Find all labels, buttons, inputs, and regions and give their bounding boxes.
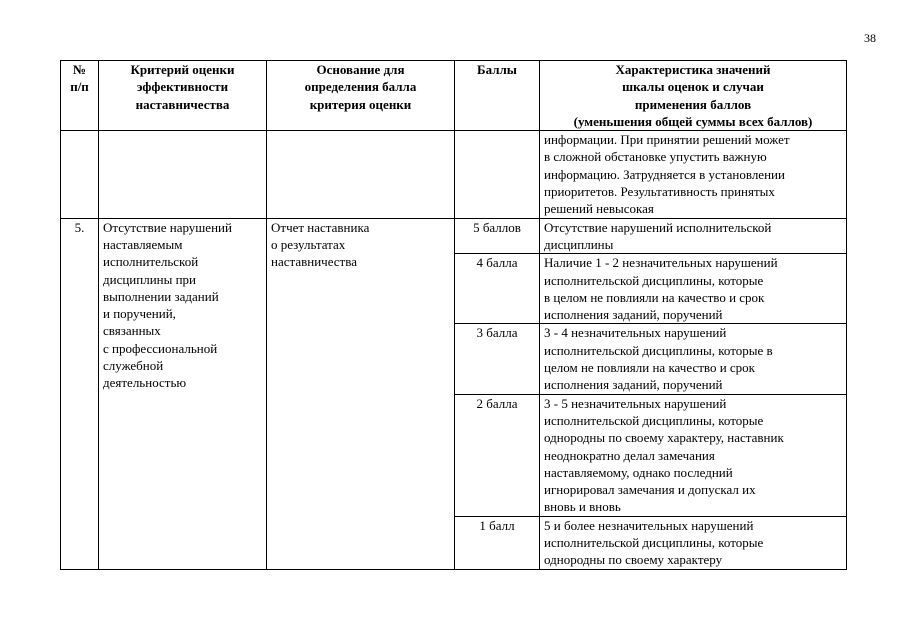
cont-characteristic-cell: информации. При принятии решений может в сложной обстановке упустить важную информацию. Затрудняется в установлении приоритетов. Результативность принятых решений невысокая (540, 131, 847, 218)
grade-score: 5 баллов (455, 218, 540, 254)
row-5-criterion: Отсутствие нарушений наставляемым исполнительской дисциплины при выполнении заданий и поручений, связанных с профессиональной служебной деятельностью (99, 218, 267, 569)
row-5-grade-5 (61, 218, 847, 254)
grade-score: 1 балл (455, 516, 540, 569)
header-basis: Основание для определения балла критерия оценки (267, 61, 455, 131)
grade-score: 3 балла (455, 324, 540, 394)
grade-description: Отсутствие нарушений исполнительской дисциплины (540, 218, 847, 254)
header-row (61, 61, 847, 131)
mentoring-evaluation-table (60, 60, 847, 570)
header-score: Баллы (455, 61, 540, 131)
cont-score-cell (455, 131, 540, 218)
header-characteristic: Характеристика значений шкалы оценок и случаи применения баллов (уменьшения общей суммы всех баллов) (540, 61, 847, 131)
grade-description: 5 и более незначительных нарушений исполнительской дисциплины, которые однородны по своему характеру (540, 516, 847, 569)
row-5-num: 5. (61, 218, 99, 569)
grade-score: 2 балла (455, 394, 540, 516)
header-criterion: Критерий оценки эффективности наставничества (99, 61, 267, 131)
cont-basis-cell (267, 131, 455, 218)
row-5-basis: Отчет наставника о результатах наставничества (267, 218, 455, 569)
grade-description: 3 - 5 незначительных нарушений исполнительской дисциплины, которые однородны по своему характеру, наставник неоднократно делал замечания наставляемому, однако последний игнорировал замечания и допускал их вновь и вновь (540, 394, 847, 516)
cont-num-cell (61, 131, 99, 218)
grade-description: 3 - 4 незначительных нарушений исполнительской дисциплины, которые в целом не повлияли на качество и срок исполнения заданий, поручений (540, 324, 847, 394)
header-num: № п/п (61, 61, 99, 131)
cont-criterion-cell (99, 131, 267, 218)
page-number: 38 (864, 31, 876, 45)
continuation-row (61, 131, 847, 218)
grade-score: 4 балла (455, 254, 540, 324)
grade-description: Наличие 1 - 2 незначительных нарушений исполнительской дисциплины, которые в целом не повлияли на качество и срок исполнения заданий, поручений (540, 254, 847, 324)
